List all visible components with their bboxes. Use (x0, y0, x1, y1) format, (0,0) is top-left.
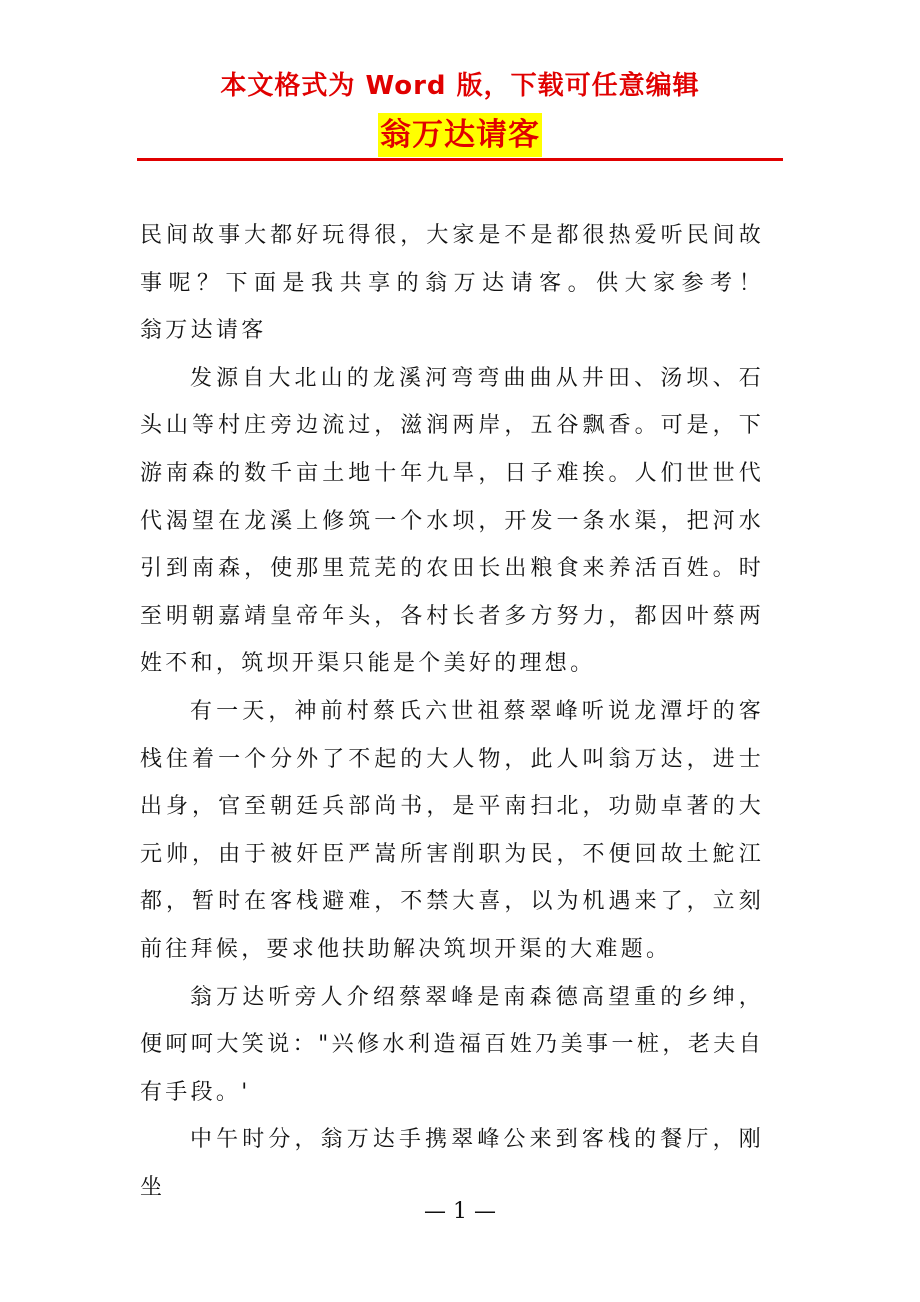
header-divider (137, 158, 783, 161)
title-container (0, 113, 920, 157)
paragraph: 中午时分，翁万达手携翠峰公来到客栈的餐厅，刚坐 (140, 1127, 764, 1200)
document-title: 翁万达请客 (378, 113, 542, 157)
paragraph-intro: 民间故事大都好玩得很，大家是不是都很热爱听民间故事呢？下面是我共享的翁万达请客。供大家参考！ 翁万达请客 (140, 223, 815, 344)
page-number: — 1 — (424, 1199, 496, 1224)
article-body (140, 212, 815, 1211)
paragraph: 发源自大北山的龙溪河弯弯曲曲从井田、汤坝、石头山等村庄旁边流过，滋润两岸，五谷飘香。可是，下游南森的数千亩土地十年九旱，日子难挨。人们世世代代渴望在龙溪上修筑一个水坝，开发一条水渠，把河水引到南森，使那里荒芜的农田长出粮食来养活百姓。时至明朝嘉靖皇帝年头，各村长者多方努力，都因叶蔡两姓不和，筑坝开渠只能是个美好的理想。 (140, 365, 764, 677)
paragraph: 翁万达听旁人介绍蔡翠峰是南森德高望重的乡绅，便呵呵大笑说："兴修水利造福百姓乃美事一桩，老夫自有手段。' (140, 984, 764, 1105)
paragraph: 有一天，神前村蔡氏六世祖蔡翠峰听说龙潭圩的客栈住着一个分外了不起的大人物，此人叫翁万达，进士出身，官至朝廷兵部尚书，是平南扫北，功勋卓著的大元帅，由于被奸臣严嵩所害削职为民，不便回故土鮀江都，暂时在客栈避难，不禁大喜，以为机遇来了，立刻前往拜候，要求他扶助解决筑坝开渠的大难题。 (140, 698, 764, 962)
format-notice-banner: 本文格式为 Word 版，下载可任意编辑 (220, 71, 700, 101)
